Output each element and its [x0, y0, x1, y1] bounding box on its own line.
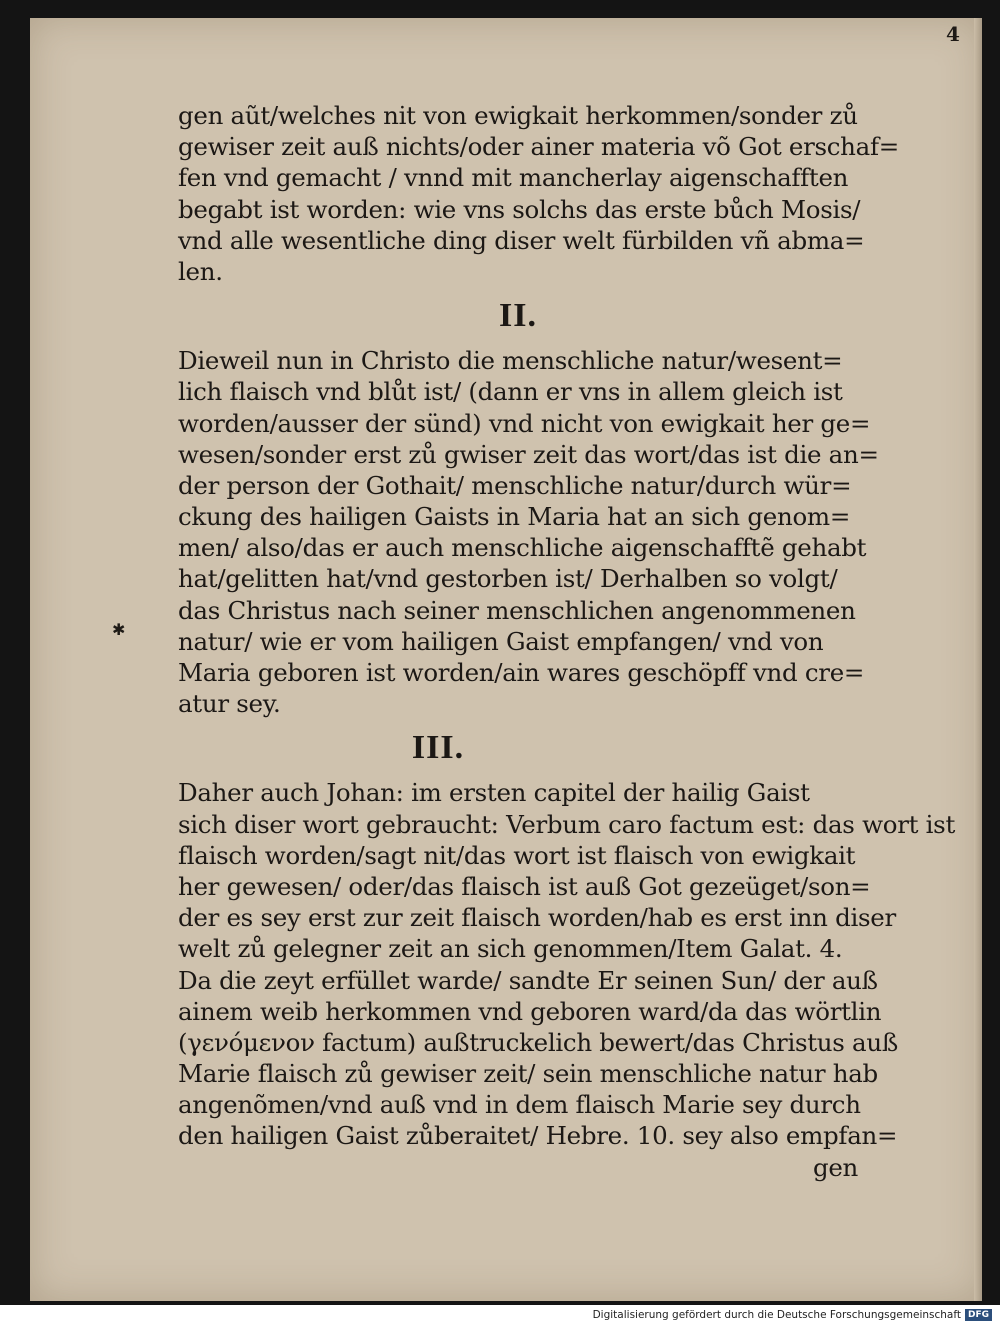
text-line: Maria geboren ist worden/ain wares geschöpff vnd cre=: [178, 658, 865, 687]
text-line: flaisch worden/sagt nit/das wort ist flaisch von ewigkait: [178, 840, 856, 870]
funding-credit: Digitalisierung gefördert durch die Deutsche Forschungsgemeinschaft: [592, 1309, 961, 1321]
dfg-logo: DFG: [965, 1309, 992, 1321]
text-line: gewiser zeit auß nichts/oder ainer materia võ Got erschaf=: [178, 132, 899, 162]
page-number: 4: [946, 22, 960, 46]
text-line: Dieweil nun in Christo die menschliche natur/wesent=: [178, 346, 843, 376]
text-line: begabt ist worden: wie vns solchs das erste bůch Mosis/: [178, 194, 861, 224]
text-line: hat/gelitten hat/vnd gestorben ist/ Derhalben so volgt/: [178, 564, 838, 594]
text-line: Da die zeyt erfüllet warde/ sandte Er seinen Sun/ der auß: [178, 965, 878, 995]
text-line: das Christus nach seiner menschlichen angenommenen: [178, 595, 856, 625]
text-line: vnd alle wesentliche ding diser welt fürbilden vñ abma=: [178, 225, 865, 255]
text-block: [178, 100, 955, 1183]
text-line: natur/ wie er vom hailigen Gaist empfangen/ vnd von: [178, 626, 824, 656]
footer: [593, 1309, 992, 1321]
text-line: der person der Gothait/ menschliche natur/durch wür=: [178, 470, 852, 500]
text-line: welt zů gelegner zeit an sich genommen/Item Galat. 4.: [178, 934, 843, 964]
text-line: fen vnd gemacht / vnnd mit mancherlay aigenschafften: [178, 163, 849, 193]
intro-paragraph: [178, 100, 899, 287]
section-ii-paragraph: [178, 345, 879, 719]
section-iii-paragraph: [178, 777, 955, 1151]
text-line: sich diser wort gebraucht: Verbum caro factum est: das wort ist: [178, 809, 955, 839]
section-numeral-iii: III.: [411, 729, 465, 767]
text-line: men/ also/das er auch menschliche aigenschafftẽ gehabt: [178, 533, 867, 563]
section-numeral-ii: II.: [499, 297, 537, 335]
text-line: her gewesen/ oder/das flaisch ist auß Got gezeüget/son=: [178, 871, 871, 901]
text-line: gen aũt/welches nit von ewigkait herkommen/sonder zů: [178, 101, 858, 130]
text-line: worden/ausser der sünd) vnd nicht von ewigkait her ge=: [178, 408, 871, 438]
text-line: den hailigen Gaist zůberaitet/ Hebre. 10. sey also empfan=: [178, 1121, 898, 1151]
text-line: lich flaisch vnd blůt ist/ (dann er vns in allem gleich ist: [178, 377, 843, 407]
margin-mark: ✱: [112, 620, 126, 639]
text-line: Marie flaisch zů gewiser zeit/ sein menschliche natur hab: [178, 1059, 878, 1089]
page-edge: [974, 18, 982, 1301]
text-line: der es sey erst zur zeit flaisch worden/hab es erst inn diser: [178, 903, 896, 933]
text-line: (γενόμενον factum) außtruckelich bewert/das Christus auß: [178, 1027, 898, 1057]
catchword: gen: [812, 1152, 858, 1182]
text-line: len.: [178, 256, 223, 286]
text-line: Daher auch Johan: im ersten capitel der hailig Gaist: [178, 778, 810, 808]
text-line: ckung des hailigen Gaists in Maria hat an sich genom=: [178, 502, 851, 532]
text-line: angenõmen/vnd auß vnd in dem flaisch Marie sey durch: [178, 1090, 861, 1120]
text-line: atur sey.: [178, 689, 281, 719]
text-line: ainem weib herkommen vnd geboren ward/da das wörtlin: [178, 996, 882, 1026]
text-line: wesen/sonder erst zů gwiser zeit das wort/das ist die an=: [178, 439, 879, 469]
